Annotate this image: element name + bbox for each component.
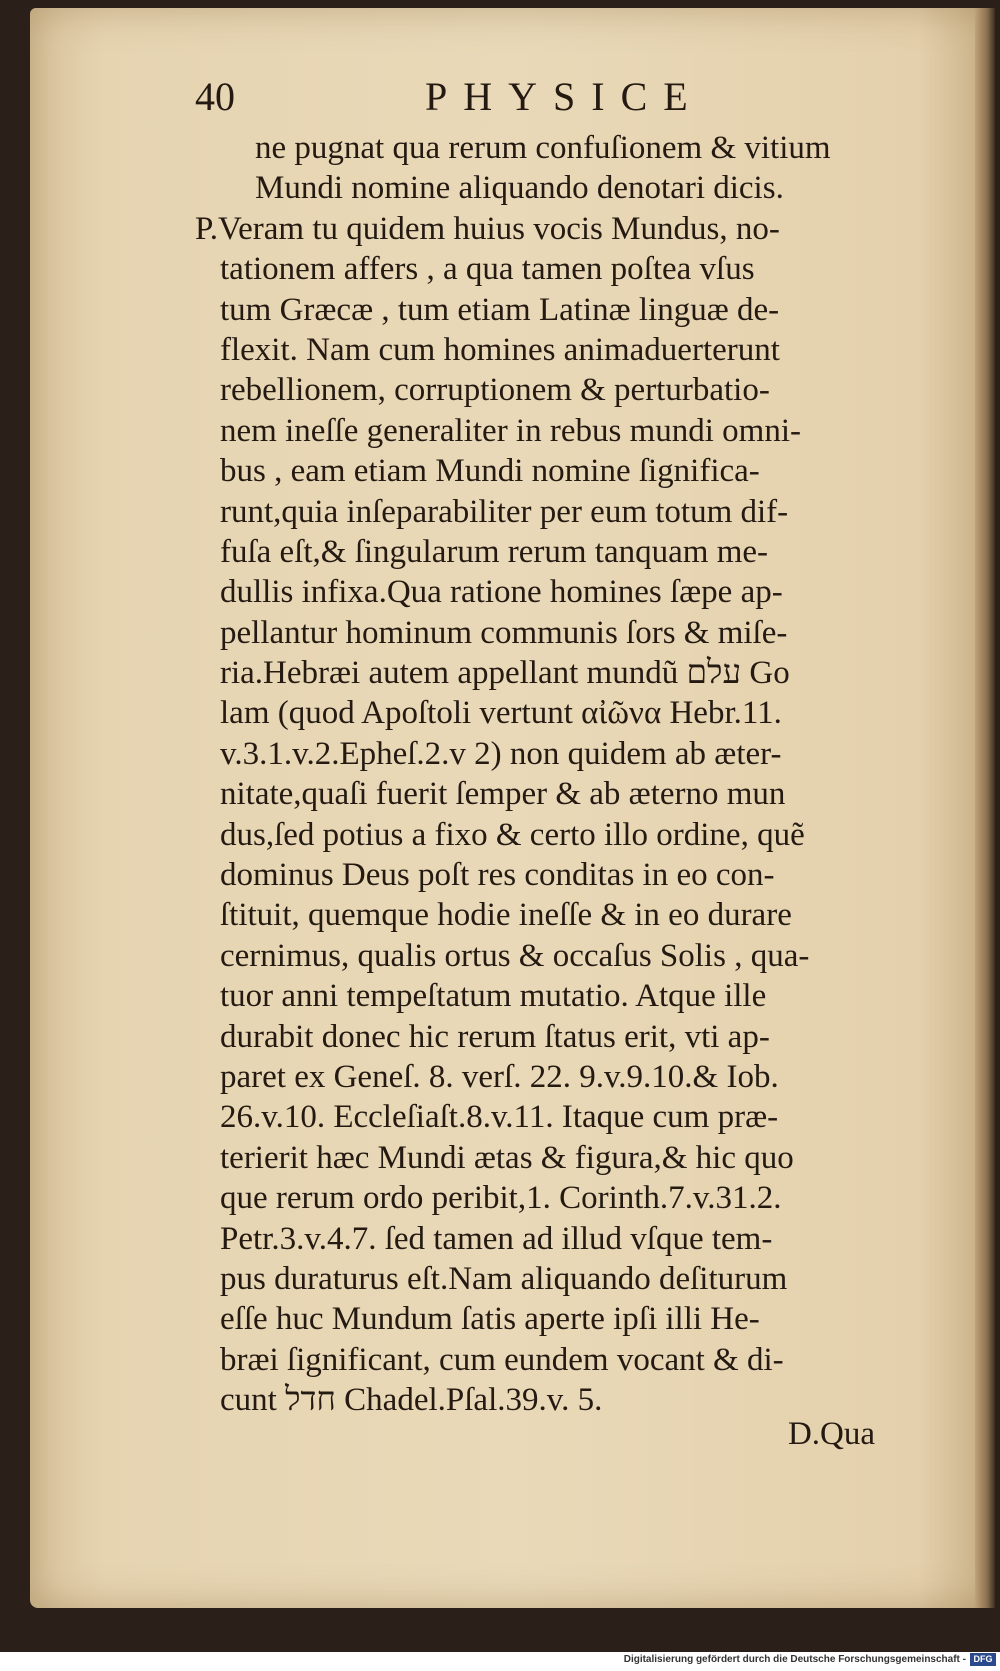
text-line: Petr.3.v.4.7. ſed tamen ad illud vſque tem- [220,1220,773,1257]
text-line: nem ineſſe generaliter in rebus mundi omni- [220,412,801,449]
text-line: durabit donec hic rerum ſtatus erit, vti ap- [220,1018,770,1055]
text-line: tationem affers , a qua tamen poſtea vſus [220,251,755,288]
text-line: ria.Hebræi autem appellant mundũ עלם Go [220,655,790,692]
text-line: ſtituit, quemque hodie ineſſe & in eo durare [220,897,792,934]
text-line: ne pugnat qua rerum confuſionem & vitium [255,130,831,166]
text-line: bus , eam etiam Mundi nomine ſignifica- [220,453,760,490]
text-line: flexit. Nam cum homines animaduerterunt [220,331,780,368]
text-line: pellantur hominum communis ſors & miſe- [220,614,788,651]
text-line: paret ex Geneſ. 8. verſ. 22. 9.v.9.10.& Iob. [220,1058,779,1095]
text-line: Mundi nomine aliquando denotari dicis. [255,170,784,207]
body-text [195,128,895,1421]
text-line: cunt חדל Chadel.Pſal.39.v. 5. [220,1382,603,1419]
text-line: bræi ſignificant, cum eundem vocant & di- [220,1341,784,1378]
page-number: 40 [195,74,235,119]
text-line: v.3.1.v.2.Epheſ.2.v 2) non quidem ab æter- [220,735,782,772]
text-line: nitate,quaſi fuerit ſemper & ab æterno mun [220,776,786,813]
text-line: que rerum ordo peribit,1. Corinth.7.v.31.2. [220,1180,782,1217]
text-line: P.Veram tu quidem huius vocis Mundus, no- [195,210,780,247]
text-line: fuſa eſt,& ſingularum rerum tanquam me- [220,533,768,570]
text-line: tuor anni tempeſtatum mutatio. Atque ille [220,978,767,1015]
text-line: pus duraturus eſt.Nam aliquando deſiturum [220,1260,788,1297]
catchword: D.Qua [787,1416,875,1452]
text-line: lam (quod Apoſtoli vertunt αἰῶνα Hebr.11. [220,695,782,732]
text-line: eſſe huc Mundum ſatis aperte ipſi illi He- [220,1301,760,1338]
page-header [30,73,995,133]
running-title: PHYSICE [425,74,704,119]
text-line: dominus Deus poſt res conditas in eo con- [220,857,775,894]
text-line: terierit hæc Mundi ætas & figura,& hic quo [220,1139,794,1176]
book-page [30,8,995,1608]
page-edge [975,8,995,1608]
text-line: dus,ſed potius a fixo & certo illo ordine, quẽ [220,816,805,853]
text-line: 26.v.10. Eccleſiaſt.8.v.11. Itaque cum præ- [220,1099,779,1136]
text-line: cernimus, qualis ortus & occaſus Solis , qua- [220,937,810,974]
text-line: dullis infixa.Qua ratione homines ſæpe ap- [220,574,783,611]
dfg-logo-icon: DFG [970,1653,996,1666]
text-line: runt,quia inſeparabiliter per eum totum dif- [220,493,789,530]
funding-credit: Digitalisierung gefördert durch die Deutsche Forschungsgemeinschaft - [623,1654,966,1665]
text-line: tum Græcæ , tum etiam Latinæ linguæ de- [220,291,780,328]
text-line: rebellionem, corruptionem & perturbatio- [220,372,770,409]
